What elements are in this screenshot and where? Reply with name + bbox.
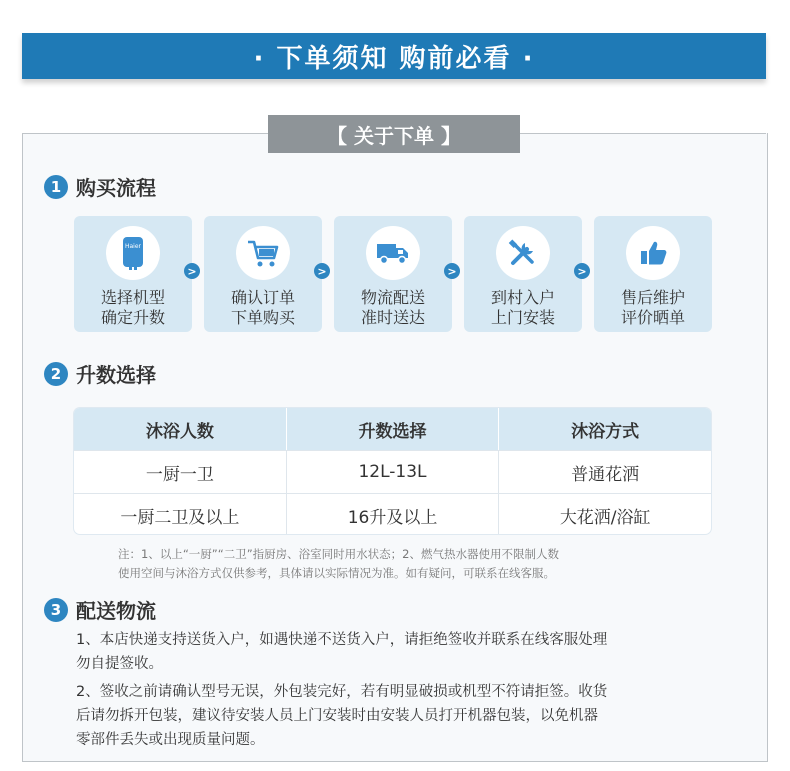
shopping-cart-icon <box>236 226 290 280</box>
table-cell: 12L-13L <box>287 451 500 493</box>
step-label-line1: 选择机型 <box>100 288 165 307</box>
step-label-line2: 下单购买 <box>230 308 295 327</box>
section-capacity-selection <box>44 359 156 388</box>
section-title: 升数选择 <box>76 363 156 387</box>
page-banner <box>22 33 766 79</box>
section-title: 购买流程 <box>76 176 156 200</box>
step-confirm-order <box>204 216 322 332</box>
step-logistics <box>334 216 452 332</box>
section-purchase-flow <box>44 172 156 201</box>
step-label-line1: 确认订单 <box>230 288 295 307</box>
capacity-table <box>74 408 711 534</box>
about-order-heading <box>268 115 520 153</box>
step-label-line1: 售后维护 <box>620 288 685 307</box>
table-header-cell: 沐浴方式 <box>571 421 640 442</box>
table-cell: 普通花洒 <box>571 464 640 485</box>
paragraph-line: 2、签收之前请确认型号无误，外包装完好，若有明显破损或机型不符请拒签。收货 <box>76 684 608 700</box>
step-installation <box>464 216 582 332</box>
banner-title: · 下单须知 购前必看 · <box>253 43 535 74</box>
frame-top-border-right <box>518 133 766 134</box>
section-number-badge: 2 <box>44 362 68 386</box>
step-label-line1: 到村入户 <box>490 288 555 307</box>
step-select-model <box>74 216 192 332</box>
step-label-line2: 评价晒单 <box>620 308 685 327</box>
paragraph-line: 零部件丢失或出现质量问题。 <box>76 732 265 748</box>
logistics-paragraph-2 <box>76 680 676 752</box>
step-label <box>594 288 712 328</box>
table-cell: 16升及以上 <box>287 494 500 534</box>
table-header-cell: 沐浴人数 <box>74 408 287 450</box>
step-label <box>74 288 192 328</box>
step-label-line2: 上门安装 <box>490 308 555 327</box>
brand-logo: Haier <box>124 243 142 250</box>
section-number-badge: 1 <box>44 175 68 199</box>
table-header-cell: 升数选择 <box>287 408 500 450</box>
chevron-right-icon: > <box>314 263 330 279</box>
paragraph-line: 勿自提签收。 <box>76 656 163 672</box>
note-line: 注：1、以上“一厨”“二卫”指厨房、浴室同时用水状态；2、燃气热水器使用不限制人数 <box>118 547 559 561</box>
table-header-row <box>74 408 711 451</box>
tools-icon <box>496 226 550 280</box>
table-cell: 大花洒/浴缸 <box>559 507 651 528</box>
capacity-note <box>118 545 678 583</box>
step-label <box>204 288 322 328</box>
step-label <box>464 288 582 328</box>
frame-top-border-left <box>22 133 270 134</box>
chevron-right-icon: > <box>444 263 460 279</box>
step-label <box>334 288 452 328</box>
chevron-right-icon: > <box>574 263 590 279</box>
thumbs-up-icon <box>626 226 680 280</box>
table-cell: 一厨一卫 <box>74 451 287 493</box>
step-label-line2: 确定升数 <box>100 308 165 327</box>
paragraph-line: 后请勿拆开包装，建议待安装人员上门安装时由安装人员打开机器包装，以免机器 <box>76 708 598 724</box>
step-after-sales <box>594 216 712 332</box>
about-order-label: 【 关于下单 】 <box>327 123 461 148</box>
step-label-line2: 准时送达 <box>360 308 425 327</box>
section-number-badge: 3 <box>44 598 68 622</box>
chevron-right-icon: > <box>184 263 200 279</box>
delivery-truck-icon <box>366 226 420 280</box>
water-heater-icon <box>106 226 160 280</box>
note-line: 使用空间与沐浴方式仅供参考，具体请以实际情况为准。如有疑问，可联系在线客服。 <box>118 566 555 580</box>
table-row <box>74 494 711 534</box>
section-delivery-logistics <box>44 595 156 624</box>
table-row <box>74 451 711 494</box>
step-label-line1: 物流配送 <box>360 288 425 307</box>
paragraph-line: 1、本店快递支持送货入户，如遇快递不送货入户，请拒绝签收并联系在线客服处理 <box>76 632 608 648</box>
table-cell: 一厨二卫及以上 <box>74 494 287 534</box>
logistics-paragraph-1 <box>76 628 676 676</box>
section-title: 配送物流 <box>76 599 156 623</box>
